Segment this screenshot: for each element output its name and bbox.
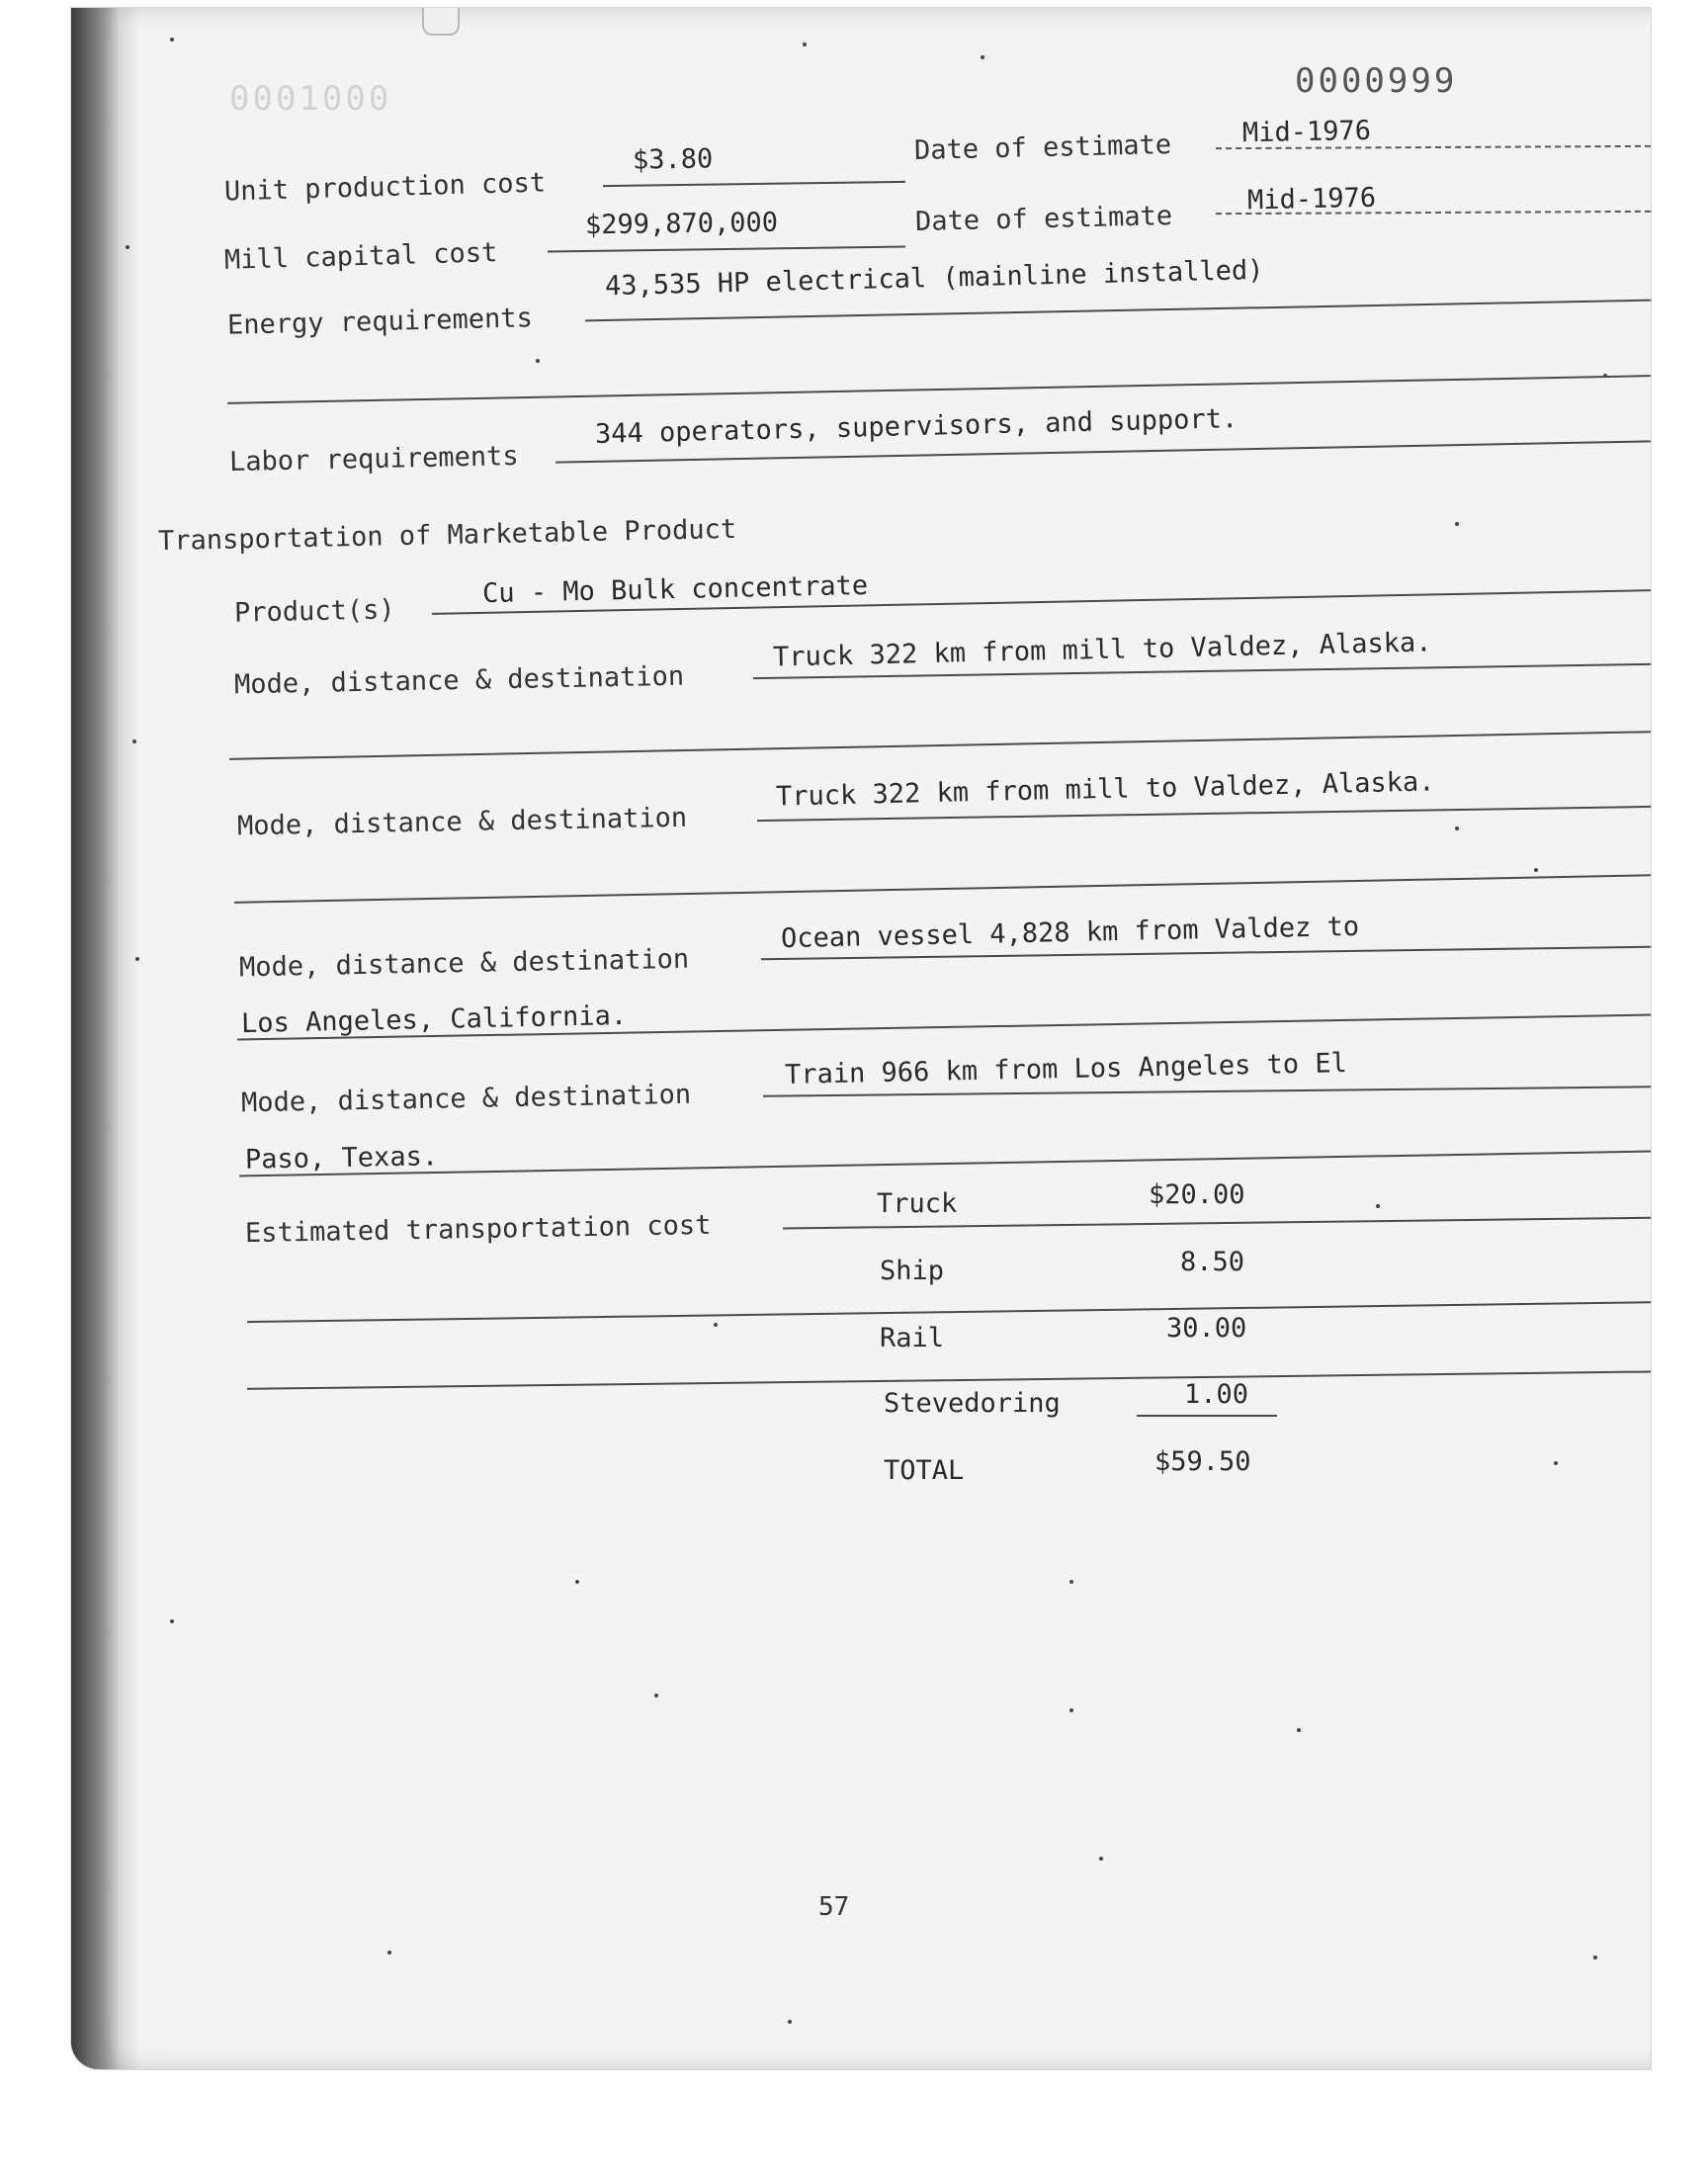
- speck: [714, 1323, 718, 1327]
- transportation-heading: Transportation of Marketable Product: [157, 513, 737, 558]
- route-2-line-1: Truck 322 km from mill to Valdez, Alaska.: [775, 766, 1435, 813]
- route-3-line-1: Ocean vessel 4,828 km from Valdez to: [780, 911, 1360, 955]
- cost-mode-rail: Rail: [880, 1323, 945, 1353]
- mill-capital-date-label: Date of estimate: [914, 201, 1173, 237]
- speck: [1455, 522, 1459, 526]
- cost-amount-truck: $20.00: [1149, 1179, 1245, 1210]
- cost-mode-stevedoring: Stevedoring: [884, 1388, 1061, 1419]
- transportation-cost-label: Estimated transportation cost: [244, 1209, 712, 1250]
- mill-capital-date-value: Mid-1976: [1246, 182, 1377, 217]
- speck: [1297, 1728, 1301, 1732]
- transportation-cost-line-3: [247, 1370, 1651, 1390]
- speck: [1069, 1708, 1073, 1712]
- speck: [135, 957, 139, 961]
- cost-amount-ship: 8.50: [1180, 1247, 1245, 1277]
- cost-mode-truck: Truck: [877, 1188, 958, 1219]
- transportation-cost-line-2: [247, 1301, 1651, 1323]
- speck: [170, 38, 174, 42]
- page-number: 57: [818, 1892, 850, 1922]
- route-1-line-1: Truck 322 km from mill to Valdez, Alaska.: [772, 627, 1432, 673]
- unit-production-date-value: Mid-1976: [1241, 115, 1372, 149]
- speck: [387, 1951, 391, 1955]
- route-1-label: Mode, distance & destination: [233, 660, 685, 701]
- mill-capital-cost-value: $299,870,000: [584, 207, 779, 241]
- document-number: 0000999: [1295, 61, 1458, 101]
- speck: [1376, 1204, 1380, 1208]
- binding-shadow: [71, 8, 140, 2069]
- unit-production-cost-label: Unit production cost: [223, 167, 547, 208]
- speck: [126, 245, 129, 249]
- route-4-line-2: Paso, Texas.: [244, 1141, 439, 1175]
- energy-requirements-line-2: [227, 375, 1651, 404]
- cost-mode-ship: Ship: [880, 1256, 945, 1286]
- labor-requirements-value: 344 operators, supervisors, and support.: [594, 403, 1238, 450]
- mill-capital-cost-line: [548, 245, 905, 252]
- unit-production-cost-line: [603, 181, 905, 187]
- products-label: Product(s): [233, 594, 395, 629]
- cost-amount-rail: 30.00: [1166, 1313, 1247, 1344]
- speck: [1534, 868, 1538, 872]
- speck: [1099, 1857, 1103, 1861]
- cost-amount-total: $59.50: [1154, 1446, 1251, 1477]
- bleed-through-number: 0001000: [229, 79, 392, 119]
- staple-notch: [422, 8, 460, 36]
- cost-amount-stevedoring: 1.00: [1184, 1379, 1249, 1410]
- mill-capital-cost-label: Mill capital cost: [223, 237, 498, 276]
- speck: [170, 1619, 174, 1623]
- stevedoring-underline: [1137, 1415, 1277, 1417]
- speck: [1593, 1956, 1597, 1959]
- cost-mode-total: TOTAL: [884, 1455, 965, 1486]
- speck: [654, 1694, 658, 1697]
- route-4-rule-2: [239, 1151, 1651, 1177]
- route-4-label: Mode, distance & destination: [240, 1079, 692, 1119]
- route-3-label: Mode, distance & destination: [238, 943, 690, 984]
- unit-production-date-label: Date of estimate: [913, 130, 1172, 166]
- speck: [575, 1580, 579, 1584]
- route-1-rule-2: [229, 731, 1651, 760]
- speck: [981, 55, 984, 59]
- speck: [1069, 1580, 1073, 1584]
- speck: [788, 2020, 792, 2024]
- energy-requirements-line: [585, 300, 1651, 322]
- route-3-line-2: Los Angeles, California.: [240, 1000, 628, 1040]
- energy-requirements-label: Energy requirements: [226, 303, 534, 341]
- speck: [1603, 374, 1607, 378]
- speck: [1455, 826, 1459, 830]
- unit-production-cost-value: $3.80: [632, 143, 714, 176]
- route-2-rule-2: [234, 874, 1651, 904]
- route-4-line-1: Train 966 km from Los Angeles to El: [784, 1048, 1348, 1090]
- route-2-label: Mode, distance & destination: [236, 802, 688, 842]
- labor-requirements-label: Labor requirements: [228, 440, 519, 478]
- products-value: Cu - Mo Bulk concentrate: [481, 569, 869, 610]
- speck: [803, 43, 807, 46]
- speck: [132, 740, 136, 743]
- speck: [536, 359, 540, 363]
- document-page: [71, 8, 1651, 2069]
- speck: [1554, 1461, 1558, 1465]
- energy-requirements-value: 43,535 HP electrical (mainline installed): [604, 254, 1264, 303]
